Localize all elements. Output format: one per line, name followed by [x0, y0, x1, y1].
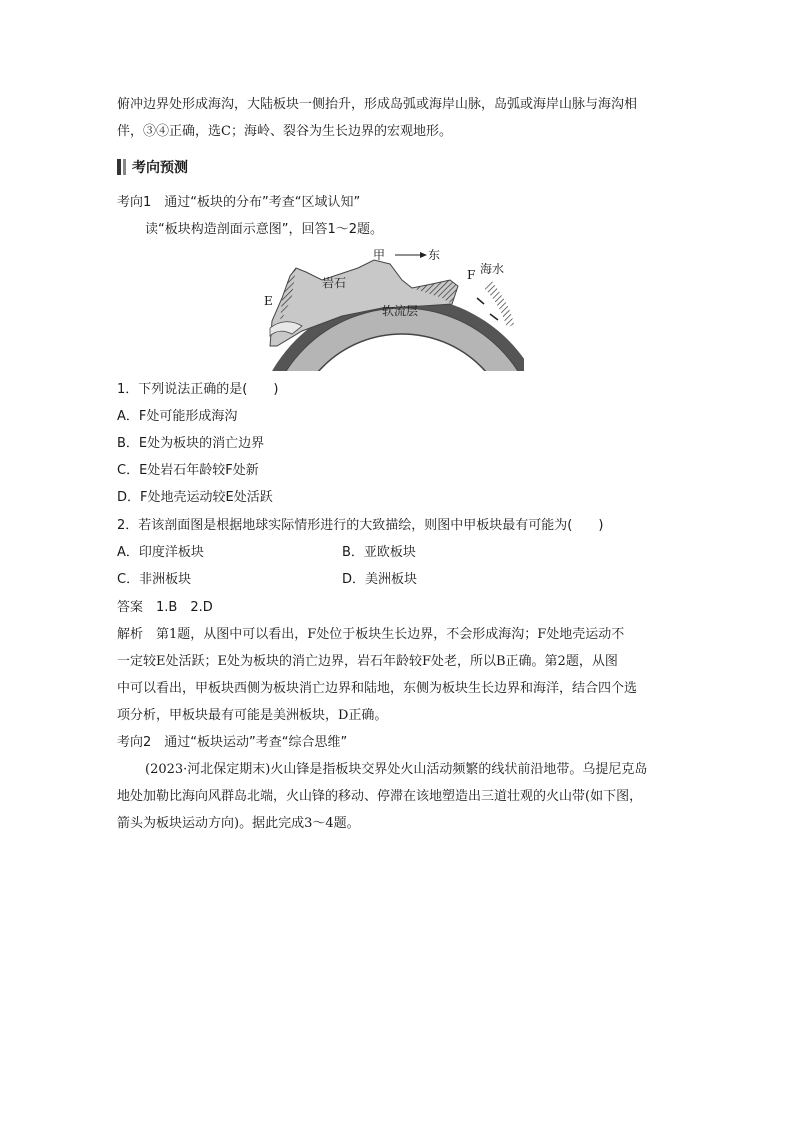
- heading-marker-icon: [117, 159, 121, 175]
- q2-stem: 2．若该剖面图是根据地球实际情形进行的大致描绘，则图中甲板块最有可能为( ): [117, 518, 604, 533]
- section-title: 考向预测: [132, 160, 188, 176]
- heading-marker-icon-secondary: [123, 159, 126, 175]
- plate-section-diagram: [262, 246, 524, 371]
- label-east: 东: [428, 248, 441, 262]
- q2-option-b: B．亚欧板块: [342, 545, 416, 560]
- q1-option-d: D．F处地壳运动较E处活跃: [117, 490, 273, 505]
- analysis-line-2: 一定较E处活跃；E处为板块的消亡边界，岩石年龄较F处老，所以B正确。第2题，从图: [117, 654, 618, 669]
- q2-option-c: C．非洲板块: [117, 572, 192, 587]
- label-rock: 岩石: [322, 276, 347, 290]
- intro-line-1: 俯冲边界处形成海沟，大陆板块一侧抬升，形成岛弧或海岸山脉，岛弧或海岸山脉与海沟相: [117, 97, 638, 112]
- topic1-prompt: 读“板块构造剖面示意图”，回答1～2题。: [145, 222, 384, 237]
- label-jia: 甲: [373, 248, 386, 262]
- q2-option-a: A．印度洋板块: [117, 545, 204, 560]
- q1-stem: 1．下列说法正确的是( ): [117, 382, 279, 397]
- q1-option-a: A．F处可能形成海沟: [117, 409, 238, 424]
- label-E: E: [264, 294, 273, 308]
- q2-option-d: D．美洲板块: [342, 572, 418, 587]
- label-F: F: [467, 268, 476, 282]
- topic2-line-2: 地处加勒比海向风群岛北端，火山锋的移动、停滞在该地塑造出三道壮观的火山带(如下图，: [117, 789, 643, 804]
- arrow-head-icon: [420, 252, 427, 258]
- topic1-title: 考向1 通过“板块的分布”考查“区域认知”: [117, 195, 361, 210]
- topic2-line-3: 箭头为板块运动方向)。据此完成3～4题。: [117, 816, 360, 831]
- q1-option-c: C．E处岩石年龄较F处新: [117, 463, 259, 478]
- answer-line: 答案 1.B 2.D: [117, 600, 213, 615]
- ocean-plate-edge: [484, 281, 514, 328]
- topic2-line-1: (2023·河北保定期末)火山锋是指板块交界处火山活动频繁的线状前沿地带。乌提尼克岛: [145, 762, 648, 777]
- analysis-line-3: 中可以看出，甲板块西侧为板块消亡边界和陆地，东侧为板块生长边界和海洋，结合四个选: [117, 681, 638, 696]
- section-heading: [117, 158, 188, 176]
- label-asthenosphere: 软流层: [382, 304, 419, 318]
- analysis-line-4: 项分析，甲板块最有可能是美洲板块，D正确。: [117, 708, 388, 723]
- analysis-line-1: 解析 第1题，从图中可以看出，F处位于板块生长边界，不会形成海沟；F处地壳运动不: [117, 627, 625, 642]
- topic2-title: 考向2 通过“板块运动”考查“综合思维”: [117, 735, 348, 750]
- q1-option-b: B．E处为板块的消亡边界: [117, 436, 265, 451]
- label-seawater: 海水: [480, 262, 505, 276]
- intro-line-2: 伴，③④正确，选C；海岭、裂谷为生长边界的宏观地形。: [117, 124, 452, 139]
